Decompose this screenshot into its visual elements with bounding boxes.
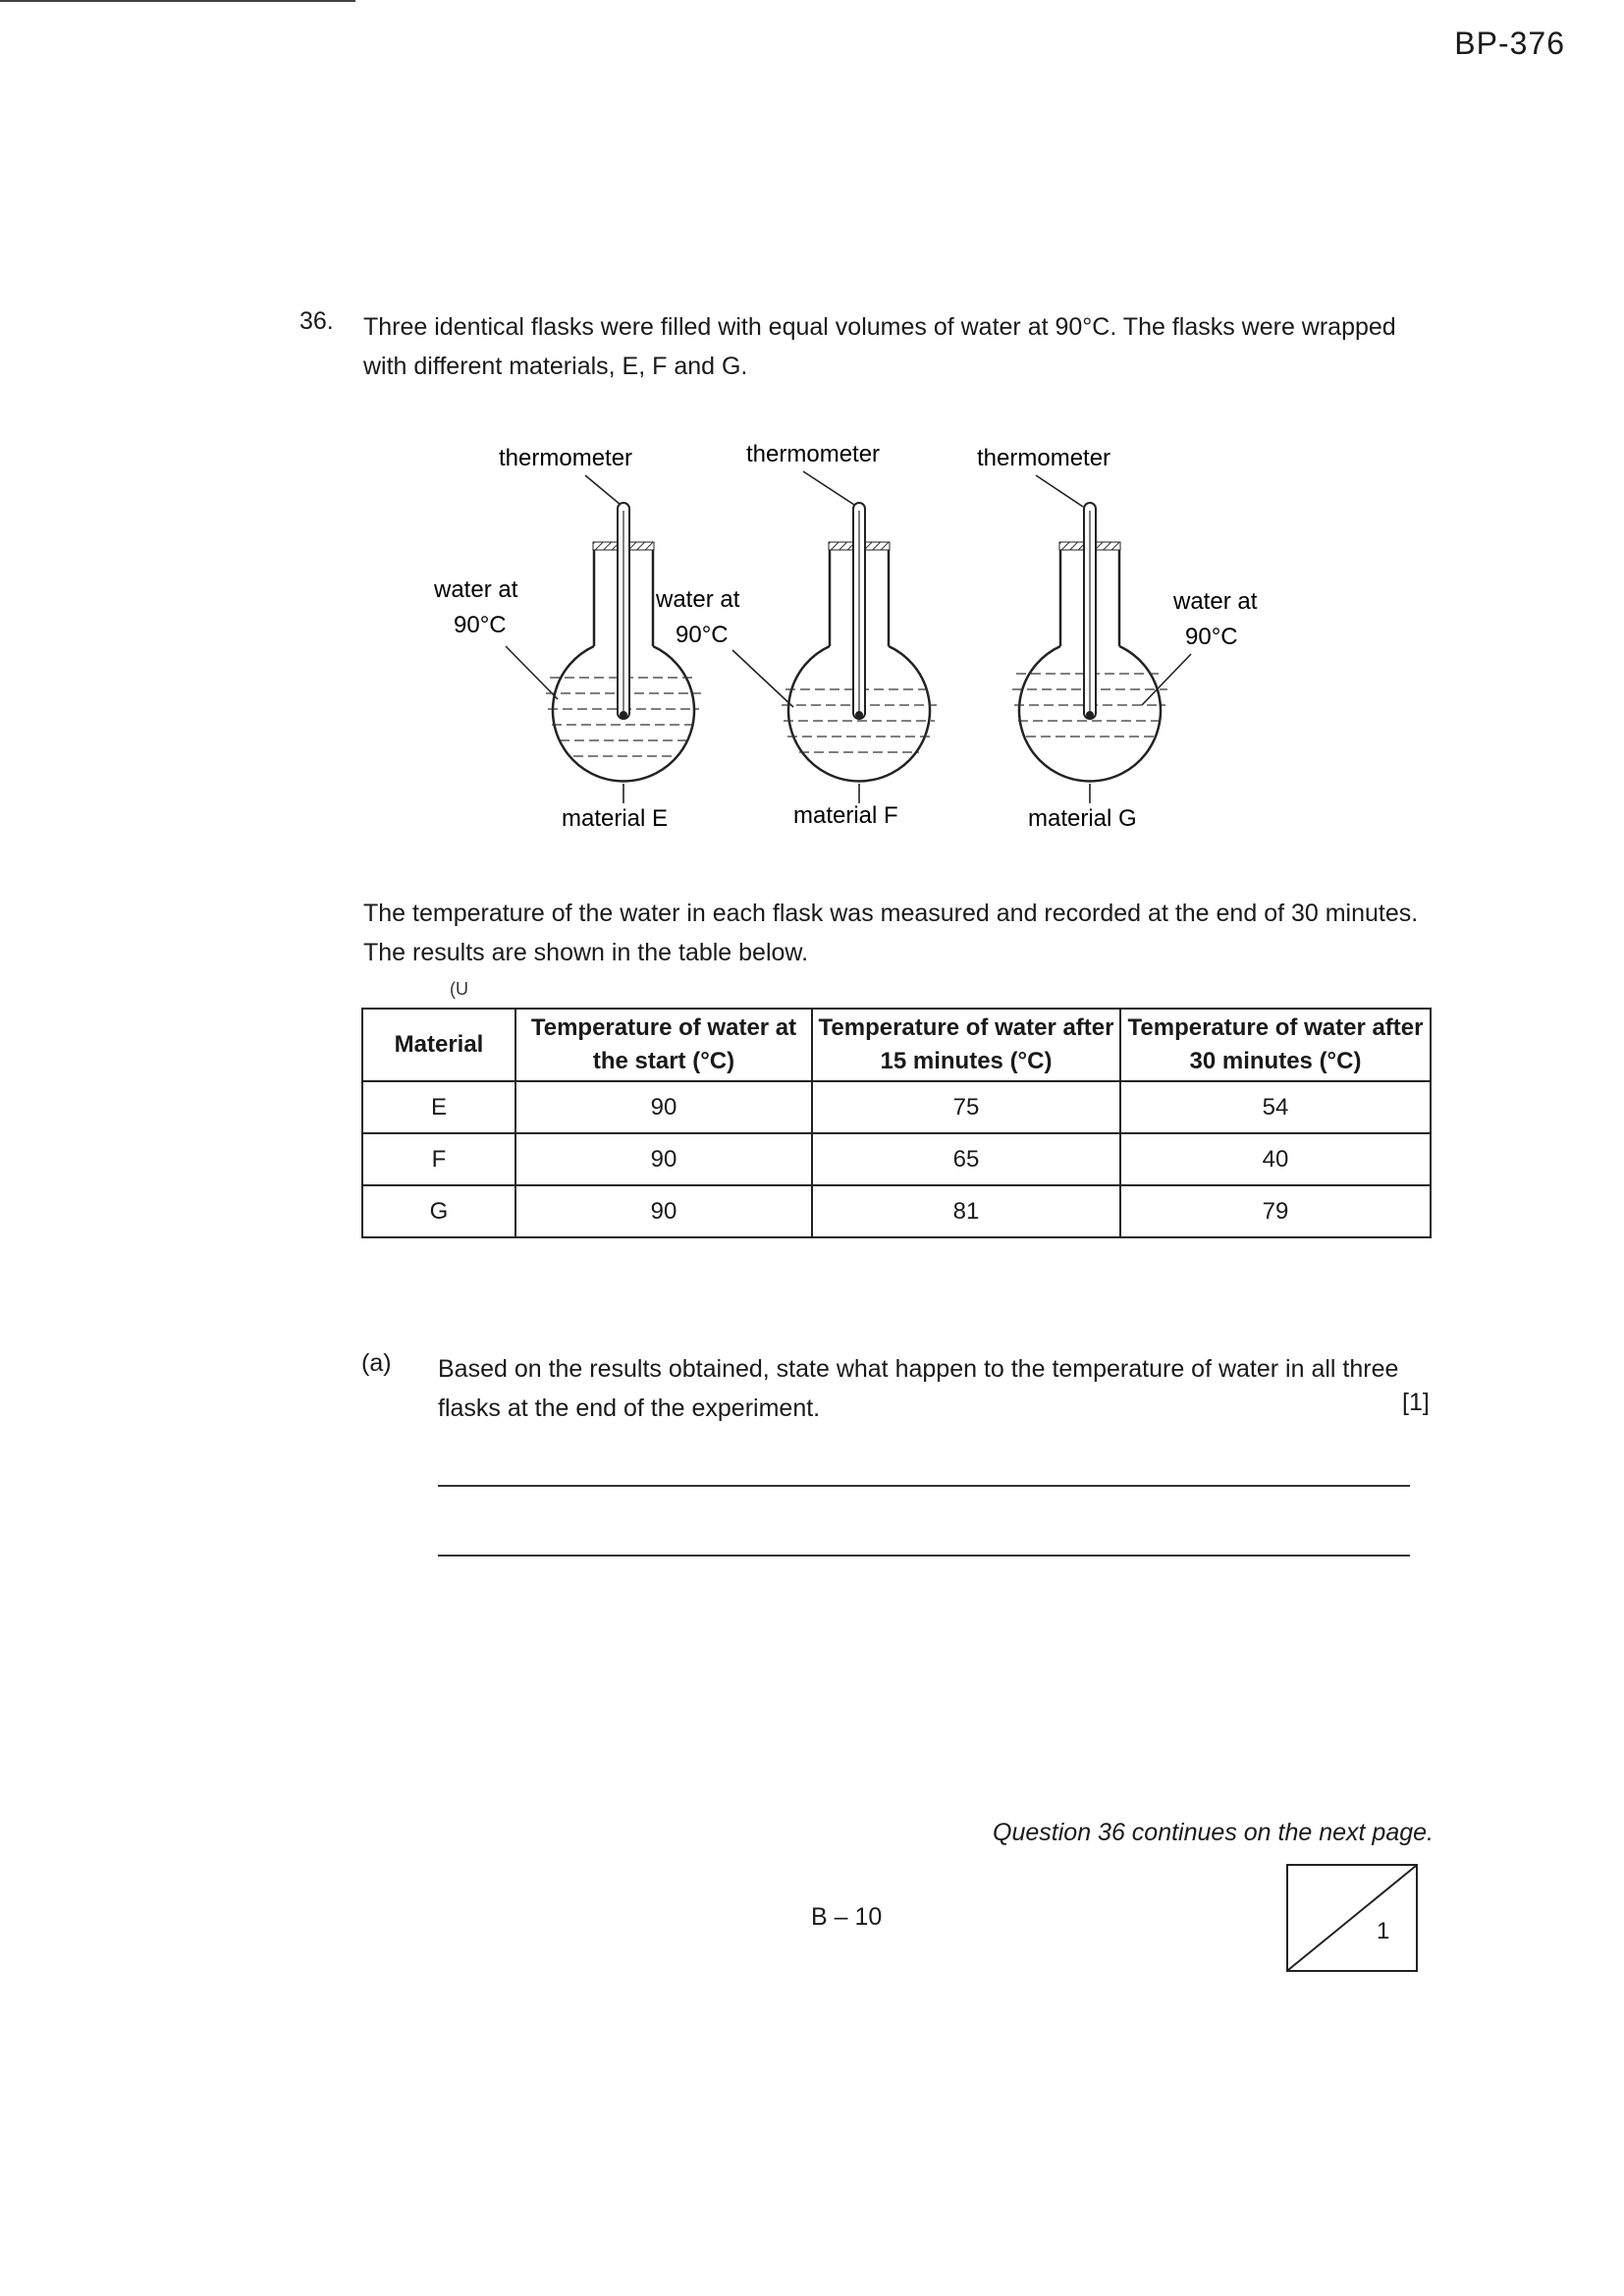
flask-g: [977, 445, 1258, 832]
paper-code: BP-376: [1454, 26, 1565, 61]
thermometer-label: thermometer: [499, 445, 633, 471]
cell: 54: [1120, 1081, 1431, 1133]
water-label-2: 90°C: [1185, 624, 1238, 650]
cell: 90: [515, 1185, 812, 1237]
water-label-2: 90°C: [676, 622, 729, 648]
answer-line-2[interactable]: [438, 1555, 1410, 1557]
header-30min-temp: Temperature of water after 30 minutes (°C): [1120, 1009, 1431, 1081]
table-row: [362, 1081, 1431, 1133]
answer-line-1[interactable]: [438, 1485, 1410, 1487]
cell: 65: [812, 1133, 1120, 1185]
cell: 79: [1120, 1185, 1431, 1237]
question-number: 36.: [299, 307, 334, 335]
part-a-marks: [1]: [1402, 1389, 1430, 1416]
table-header-row: [362, 1009, 1431, 1081]
page-number: B – 10: [811, 1903, 883, 1931]
header-15min-temp: Temperature of water after 15 minutes (°C): [812, 1009, 1120, 1081]
material-label: material E: [562, 805, 669, 832]
cell: F: [362, 1133, 515, 1185]
water-label-1: water at: [434, 576, 518, 603]
part-a-label: (a): [361, 1349, 392, 1377]
material-label: material F: [793, 802, 898, 829]
cell: 90: [515, 1133, 812, 1185]
flask-f: [655, 441, 937, 829]
cell: 40: [1120, 1133, 1431, 1185]
cell: 81: [812, 1185, 1120, 1237]
cell: 90: [515, 1081, 812, 1133]
question-intro: Three identical flasks were filled with equal volumes of water at 90°C. The flasks were wrapped with different materials, E, F and G.: [363, 313, 1396, 380]
flasks-diagram: [412, 432, 1276, 845]
part-a-text: Based on the results obtained, state what happen to the temperature of water in all three flasks at the end of the experiment.: [438, 1355, 1399, 1422]
cell: 75: [812, 1081, 1120, 1133]
header-material: Material: [362, 1009, 515, 1081]
water-label-1: water at: [656, 586, 740, 613]
cell: G: [362, 1185, 515, 1237]
material-label: material G: [1028, 805, 1137, 832]
water-label-2: 90°C: [454, 612, 507, 638]
table-row: [362, 1185, 1431, 1237]
results-table: [361, 1008, 1432, 1238]
mark-box-diagonal: [1288, 1866, 1416, 1970]
water-label-1: water at: [1173, 588, 1258, 615]
mark-box-value: 1: [1377, 1918, 1390, 1944]
pencil-scribble: (U: [450, 979, 468, 999]
top-rule: [0, 0, 355, 2]
table-row: [362, 1133, 1431, 1185]
mark-box: [1286, 1864, 1418, 1972]
header-start-temp: Temperature of water at the start (°C): [515, 1009, 812, 1081]
continue-note: Question 36 continues on the next page.: [993, 1819, 1434, 1846]
thermometer-label: thermometer: [977, 445, 1111, 471]
results-paragraph: The temperature of the water in each flask was measured and recorded at the end of 30 minutes. The results are shown in the table below.: [363, 900, 1419, 966]
flask-e: [433, 445, 701, 832]
cell: E: [362, 1081, 515, 1133]
thermometer-label: thermometer: [746, 441, 881, 467]
